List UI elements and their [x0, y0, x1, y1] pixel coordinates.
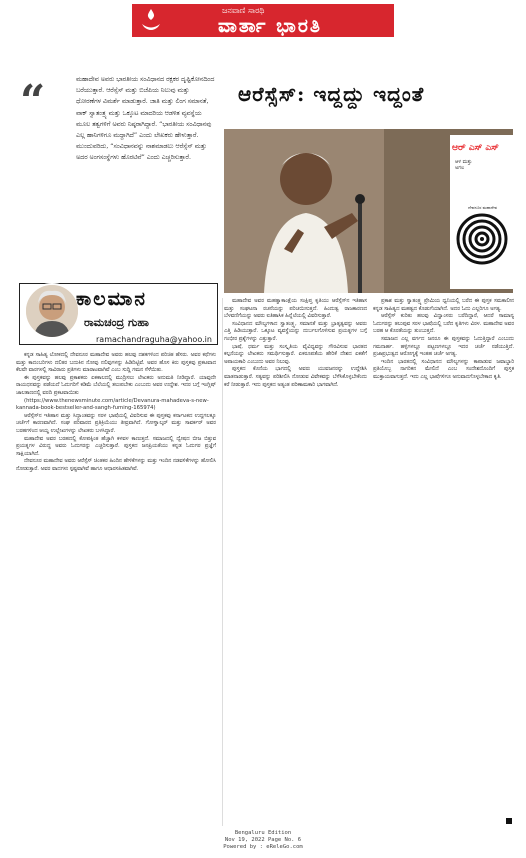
newspaper-title: ವಾರ್ತಾ ಭಾರತಿ: [218, 15, 322, 37]
paragraph: ಆರೆಸ್ಸೆಸ್ ಕುರಿತು ಹಲವು ವಿದ್ವಾಂಸರು ಬರೆದಿದ್ದಾರೆ, ಆದರೆ ಸಾಮಾನ್ಯ ಓದುಗರನ್ನು ತಲುಪುವ ಸರಳ ಭಾಷೆಯಲ್ಲಿ ಬರೆದ ಕೃತಿಗಳು ವಿರಳ. ಮಹಾದೇವ ಅವರ ಬರಹ ಆ ಕೊರತೆಯನ್ನು ತುಂಬುತ್ತದೆ.: [373, 313, 514, 335]
article-end-mark: [506, 818, 512, 824]
quote-mark: “: [20, 76, 46, 127]
paragraph: ಮಹಾದೇವ ಅವರ ಮಹತ್ವಾಕಾಂಕ್ಷೆಯ ಸಂಕ್ಷಿಪ್ತ ಕೃತಿಯು ಆರೆಸ್ಸೆಸ್‌ನ ಇತಿಹಾಸ ಮತ್ತು ಸಂಘಟನಾ ರಚನೆಯನ್ನು ಪರಿಚಯಿಸುತ್ತದೆ. ಹಿಂದುತ್ವ ರಾಜಕಾರಣದ ಬೆಳವಣಿಗೆಯನ್ನು ಅವರು ಐತಿಹಾಸಿಕ ಹಿನ್ನೆಲೆಯಲ್ಲಿ ವಿವರಿಸುತ್ತಾರೆ.: [224, 298, 367, 320]
book-title: ಆರ್ ಎಸ್ ಎಸ್: [452, 143, 499, 153]
column-author: ರಾಮಚಂದ್ರ ಗುಹಾ: [84, 316, 149, 329]
book-cover: [450, 135, 513, 289]
book-author: ದೇವನೂರ ಮಹಾದೇವ: [468, 205, 498, 210]
edition-label: Bengaluru Edition: [234, 830, 292, 836]
article-column-left: [16, 352, 216, 474]
columnist-avatar: [24, 283, 80, 339]
lamp-icon: [138, 7, 164, 34]
article-column-right: [373, 298, 514, 382]
paragraph: ಆರೆಸ್ಸೆಸ್‌ನ ಇತಿಹಾಸ ಮತ್ತು ಸಿದ್ಧಾಂತವನ್ನು ಸರಳ ಭಾಷೆಯಲ್ಲಿ ವಿವರಿಸುವ ಈ ಪುಸ್ತಕವು ಕರ್ನಾಟಕದ ಉದ್ದಗಲಕ್ಕೂ ಚರ್ಚೆಗೆ ಕಾರಣವಾಗಿದೆ. ಸಂಘ ಪರಿವಾರದ ಪ್ರತಿಕ್ರಿಯೆಯು ತೀವ್ರವಾಗಿದೆ. ಗೋಳ್ವಾಲ್ಕರ್ ಮತ್ತು ಸಾವರ್ಕರ್ ಅವರ ಬರಹಗಳಿಂದ ಆಯ್ದ ಉಲ್ಲೇಖಗಳನ್ನು ಲೇಖಕರು ಬಳಸಿದ್ದಾರೆ.: [16, 412, 216, 434]
paragraph: ಸಮಾಜದ ಎಲ್ಲ ವರ್ಗದ ಜನರೂ ಈ ಪುಸ್ತಕವನ್ನು ಓದುತ್ತಿದ್ದಾರೆ ಎಂಬುದು ಗಮನಾರ್ಹ. ಹಳ್ಳಿಗಳಲ್ಲೂ ಪಟ್ಟಣಗಳಲ್ಲೂ ಇದರ ಚರ್ಚೆ ನಡೆಯುತ್ತಿದೆ. ಪ್ರಜಾಪ್ರಭುತ್ವದ ಆರೋಗ್ಯಕ್ಕೆ ಇಂತಹ ಚರ್ಚೆ ಅಗತ್ಯ.: [373, 335, 514, 358]
author-portrait-photo: [224, 129, 513, 293]
columnist-avatar-illustration: [26, 285, 78, 337]
masthead: [132, 4, 394, 37]
spiral-graphic: [456, 213, 508, 265]
author-email: ramachandraguha@yahoo.in: [96, 335, 212, 344]
column-title: ಕಾಲಮಾನ: [76, 288, 147, 310]
paragraph: ಸಂವಿಧಾನದ ಮೌಲ್ಯಗಳಾದ ಸ್ವಾತಂತ್ರ್ಯ, ಸಮಾನತೆ ಮತ್ತು ಭ್ರಾತೃತ್ವವನ್ನು ಅವರು ಎತ್ತಿ ಹಿಡಿಯುತ್ತಾರೆ. ಒಕ್ಕೂಟ ವ್ಯವಸ್ಥೆಯನ್ನು ದುರ್ಬಲಗೊಳಿಸುವ ಪ್ರಯತ್ನಗಳ ಬಗ್ಗೆ ಗಂಭೀರ ಪ್ರಶ್ನೆಗಳನ್ನು ಎತ್ತುತ್ತಾರೆ.: [224, 320, 367, 342]
paragraph: ಪುಸ್ತಕದ ಕೊನೆಯ ಭಾಗದಲ್ಲಿ ಅವರು ಯುವಜನರನ್ನು ಉದ್ದೇಶಿಸಿ ಮಾತನಾಡುತ್ತಾರೆ. ಸತ್ಯವನ್ನು ಪರಿಶೀಲಿಸಿ ನೋಡುವ ವಿವೇಕವನ್ನು ಬೆಳೆಸಿಕೊಳ್ಳಬೇಕೆಂದು ಕರೆ ನೀಡುತ್ತಾರೆ. ಇದು ಪುಸ್ತಕದ ಅತ್ಯಂತ ಪರಿಣಾಮಕಾರಿ ಭಾಗವಾಗಿದೆ.: [224, 366, 367, 388]
paragraph: ಈ ಪುಸ್ತಕವನ್ನು ಹಲವು ಪ್ರಕಾಶಕರು ಏಕಕಾಲದಲ್ಲಿ ಮುದ್ರಿಸಲು ಲೇಖಕರು ಅನುಮತಿ ನೀಡಿದ್ದಾರೆ. ಯಾವುದೇ ರಾಯಧನವನ್ನು ಪಡೆಯದೆ ಓದುಗರಿಗೆ ಕಡಿಮೆ ಬೆಲೆಯಲ್ಲಿ ತಲುಪಬೇಕು ಎಂಬುದು ಅವರ ಉದ್ದೇಶ. ಇದರ ಬಗ್ಗೆ ಇಂಗ್ಲಿಷ್ ಜಾಲತಾಣದಲ್ಲಿ ವರದಿ ಪ್ರಕಟವಾಯಿತು: [16, 374, 216, 396]
paragraph: ಕನ್ನಡ ಸಾಹಿತ್ಯ ಲೋಕದಲ್ಲಿ ದೇವನೂರ ಮಹಾದೇವ ಅವರು ಹಲವು ದಶಕಗಳಿಂದ ಪರಿಚಿತ ಹೆಸರು. ಅವರ ಕಥೆಗಳು ಮತ್ತು ಕಾದಂಬರಿಗಳು ದಲಿತರ ಬದುಕಿನ ನೋವು ನಲಿವುಗಳನ್ನು ಹಿಡಿದಿಟ್ಟಿವೆ. ಅವರ ಹೊಸ ಕಿರು ಪುಸ್ತಕವು ಪ್ರಕಟವಾದ ಕೆಲವೇ ವಾರಗಳಲ್ಲಿ ಸಾವಿರಾರು ಪ್ರತಿಗಳು ಮಾರಾಟವಾಗಿವೆ ಎಂಬ ಸುದ್ದಿ ಗಮನ ಸೆಳೆಯಿತು.: [16, 352, 216, 374]
page-footer: [0, 830, 526, 851]
column-divider: [222, 298, 223, 826]
book-subtitle: ಆಳ ಮತ್ತು ಅಗಲ: [455, 159, 473, 171]
powered-by[interactable]: Powered by : eReleGo.com: [223, 844, 303, 850]
paragraph: ದೇವನೂರ ಮಹಾದೇವ ಅವರು ಆರೆಸ್ಸೆಸ್ ಚಿಂತಕರ ಹಿಂದಿನ ಹೇಳಿಕೆಗಳನ್ನು ಮತ್ತು ಇಂದಿನ ನಡವಳಿಕೆಗಳನ್ನು ಹೋಲಿಸಿ ನೋಡುತ್ತಾರೆ. ಅವರ ವಾದಗಳು ಸ್ಪಷ್ಟವಾಗಿವೆ ಹಾಗೂ ಆಧಾರಸಹಿತವಾಗಿವೆ.: [16, 458, 216, 472]
paragraph: ಪ್ರಕಾಶ ಮತ್ತು ಸ್ವಾತಂತ್ರ್ಯ ಪ್ರೇಮಿಯ ಧ್ವನಿಯಲ್ಲಿ ಬರೆದ ಈ ಪುಸ್ತಕ ಸಮಕಾಲೀನ ಕನ್ನಡ ಸಾಹಿತ್ಯದ ಮಹತ್ವದ ಕೊಡುಗೆಯಾಗಿದೆ. ಅದರ ಓದು ಎಲ್ಲರಿಗೂ ಅಗತ್ಯ.: [373, 298, 514, 312]
paragraph: ಭಾಷೆ, ಧರ್ಮ ಮತ್ತು ಸಂಸ್ಕೃತಿಯ ವೈವಿಧ್ಯವನ್ನು ಗೌರವಿಸುವ ಭಾರತದ ಕಲ್ಪನೆಯನ್ನು ಲೇಖಕರು ಸಮರ್ಥಿಸುತ್ತಾರೆ. ಏಕರೂಪತೆಯ ಹೇರಿಕೆ ದೇಶದ ಏಕತೆಗೆ ಅಪಾಯಕಾರಿ ಎಂಬುದು ಅವರ ನಿಲುವು.: [224, 343, 367, 365]
article-link[interactable]: (https://www.thenewsminute.com/article/Devanura-mahadeva-s-new-kannada-book-bestseller-and-sangh-fuming-165974): [16, 397, 209, 412]
edition-date: Nov 19, 2022 Page No. 6: [224, 837, 302, 843]
article-column-middle: [224, 298, 367, 389]
masthead-tagline: ಜನವಾಣಿ ಸಾರಥಿ: [222, 6, 265, 15]
article-headline: ಆರೆಸ್ಸೆಸ್: ಇದ್ದದ್ದು ಇದ್ದಂತೆ: [238, 82, 425, 106]
paragraph: ಮಹಾದೇವ ಅವರ ಬರಹದಲ್ಲಿ ಕೋಪಕ್ಕಿಂತ ಹೆಚ್ಚಾಗಿ ಕಳವಳ ಕಾಣುತ್ತದೆ. ಸಮಾಜದಲ್ಲಿ ದ್ವೇಷದ ಬೀಜ ಬಿತ್ತುವ ಪ್ರಯತ್ನಗಳ ವಿರುದ್ಧ ಅವರು ಓದುಗರನ್ನು ಎಚ್ಚರಿಸುತ್ತಾರೆ. ಪುಸ್ತಕದ ಜನಪ್ರಿಯತೆಯು ಕನ್ನಡ ಓದುಗರ ಪ್ರಜ್ಞೆಗೆ ಸಾಕ್ಷಿಯಾಗಿದೆ.: [16, 435, 216, 457]
paragraph: ಇಂದಿನ ಭಾರತದಲ್ಲಿ ಸಂವಿಧಾನದ ಮೌಲ್ಯಗಳನ್ನು ಕಾಪಾಡುವ ಜವಾಬ್ದಾರಿ ಪ್ರತಿಯೊಬ್ಬ ನಾಗರಿಕನ ಮೇಲಿದೆ ಎಂಬ ಸಂದೇಶದೊಂದಿಗೆ ಪುಸ್ತಕ ಮುಕ್ತಾಯವಾಗುತ್ತದೆ. ಇದು ಎಲ್ಲ ಭಾಷೆಗಳಿಗೂ ಅನುವಾದಗೊಳ್ಳಬೇಕಾದ ಕೃತಿ.: [373, 358, 514, 380]
pull-quote: ಮಹಾದೇವ ಅವರು ಭಾರತೀಯ ಸಂವಿಧಾನದ ರಕ್ಷಕರ ದೃಷ್ಟಿಕೋನದಿಂದ ಬರೆಯುತ್ತಾರೆ. ಆರೆಸ್ಸೆಸ್ ಮತ್ತು ಬಿಜೆಪಿಯ ನಿಲುವು ಮತ್ತು ಧೋರಣೆಗಳ ವಿಮರ್ಶೆ ಮಾಡುತ್ತಾರೆ. ಜಾತಿ ಮತ್ತು ಲಿಂಗ ಸಮಾನತೆ, ವಾಕ್ ಸ್ವಾತಂತ್ರ್ಯ ಮತ್ತು ಒಕ್ಕೂಟ ಮಾದರಿಯ ಆಡಳಿತ ವ್ಯವಸ್ಥೆಯ ಮೂಲ ತತ್ವಗಳಿಗೆ ಅವರು ನಿಷ್ಠರಾಗಿದ್ದಾರೆ. “ಭಾರತೀಯ ಸಂವಿಧಾನವು ಎಲ್ಲ ಹಾನಿಗಳಿಗೂ ಮದ್ದಾಗಿದೆ” ಎಂದು ಲೇಖಕರು ಹೇಳುತ್ತಾರೆ. ಮುಂದುವರಿದು, “ಸಂವಿಧಾನವನ್ನು ನಾಶಮಾಡಲು ಆರೆಸ್ಸೆಸ್ ಮತ್ತು ಅದರ ಅಂಗಸಂಸ್ಥೆಗಳು ಹೊರಟಿವೆ” ಎಂದು ಎಚ್ಚರಿಸುತ್ತಾರೆ.: [76, 76, 215, 162]
